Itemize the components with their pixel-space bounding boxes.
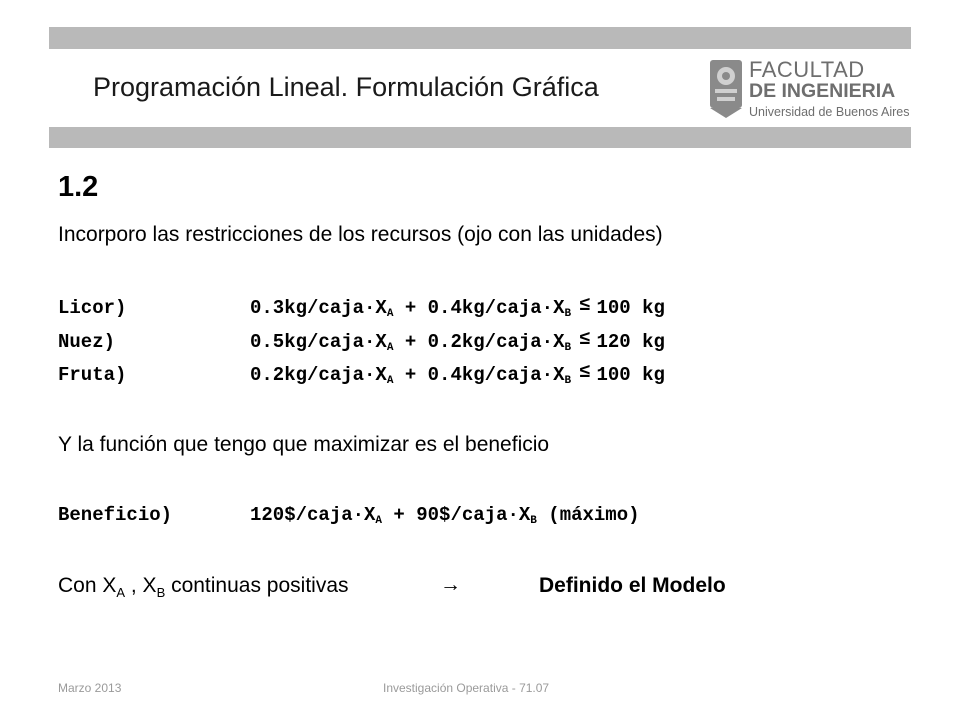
plus-sign: +: [393, 331, 428, 353]
constraint-row-nuez: [58, 328, 665, 354]
rhs-value: 100 kg: [596, 297, 665, 319]
right-arrow-icon: →: [440, 573, 461, 596]
subscript-a: A: [386, 308, 394, 320]
plus-sign: +: [393, 364, 428, 386]
plus-sign: +: [393, 297, 428, 319]
subscript-b: B: [156, 585, 166, 601]
seal-icon: [707, 56, 745, 122]
condition-text: [58, 574, 349, 600]
logo-text-line3: Universidad de Buenos Aires: [749, 105, 910, 119]
plus-sign: +: [382, 504, 417, 526]
coef-b: 0.2kg/caja·X: [427, 331, 565, 353]
objective-suffix: (máximo): [536, 504, 640, 526]
coef-b: 0.4kg/caja·X: [427, 297, 565, 319]
constraint-row-licor: [58, 294, 665, 320]
footer-course: Investigación Operativa - 71.07: [383, 681, 550, 695]
constraint-label: Nuez): [58, 331, 116, 353]
section-number: 1.2: [58, 171, 99, 203]
subscript-a: A: [375, 515, 383, 527]
logo-text-line1: FACULTAD: [749, 57, 865, 82]
rhs-value: 100 kg: [596, 364, 665, 386]
subscript-b: B: [564, 308, 572, 320]
faculty-logo: [707, 56, 910, 122]
objective-label: Beneficio): [58, 504, 173, 526]
header-bottom-bar: [49, 127, 911, 148]
logo-text-line2: DE INGENIERIA: [749, 80, 896, 102]
coef-b: 90$/caja·X: [416, 504, 531, 526]
footer-date: Marzo 2013: [58, 681, 122, 695]
condition-sep: , X: [125, 574, 157, 597]
objective-intro-text: Y la función que tengo que maximizar es el beneficio: [58, 433, 550, 456]
coef-a: 120$/caja·X: [250, 504, 376, 526]
slide-header-title: Programación Lineal. Formulación Gráfica: [93, 72, 599, 102]
subscript-a: A: [386, 375, 394, 387]
subscript-b: B: [564, 375, 572, 387]
condition-suffix: continuas positivas: [165, 574, 349, 597]
constraint-label: Fruta): [58, 364, 127, 386]
subscript-a: A: [116, 585, 126, 601]
less-equal-sign: ≤: [579, 361, 591, 383]
less-equal-sign: ≤: [579, 328, 591, 350]
model-defined-text: Definido el Modelo: [539, 574, 726, 597]
coef-a: 0.2kg/caja·X: [250, 364, 387, 386]
condition-prefix: Con X: [58, 574, 117, 597]
coef-a: 0.5kg/caja·X: [250, 331, 387, 353]
intro-text: Incorporo las restricciones de los recursos (ojo con las unidades): [58, 223, 663, 246]
coef-b: 0.4kg/caja·X: [427, 364, 565, 386]
coef-a: 0.3kg/caja·X: [250, 297, 387, 319]
header-top-bar: [49, 27, 911, 49]
constraint-label: Licor): [58, 297, 127, 319]
less-equal-sign: ≤: [579, 294, 591, 316]
subscript-a: A: [386, 342, 394, 354]
rhs-value: 120 kg: [596, 331, 665, 353]
subscript-b: B: [564, 342, 572, 354]
subscript-b: B: [530, 515, 537, 527]
objective-row: [58, 504, 640, 527]
constraint-row-fruta: [58, 361, 665, 387]
